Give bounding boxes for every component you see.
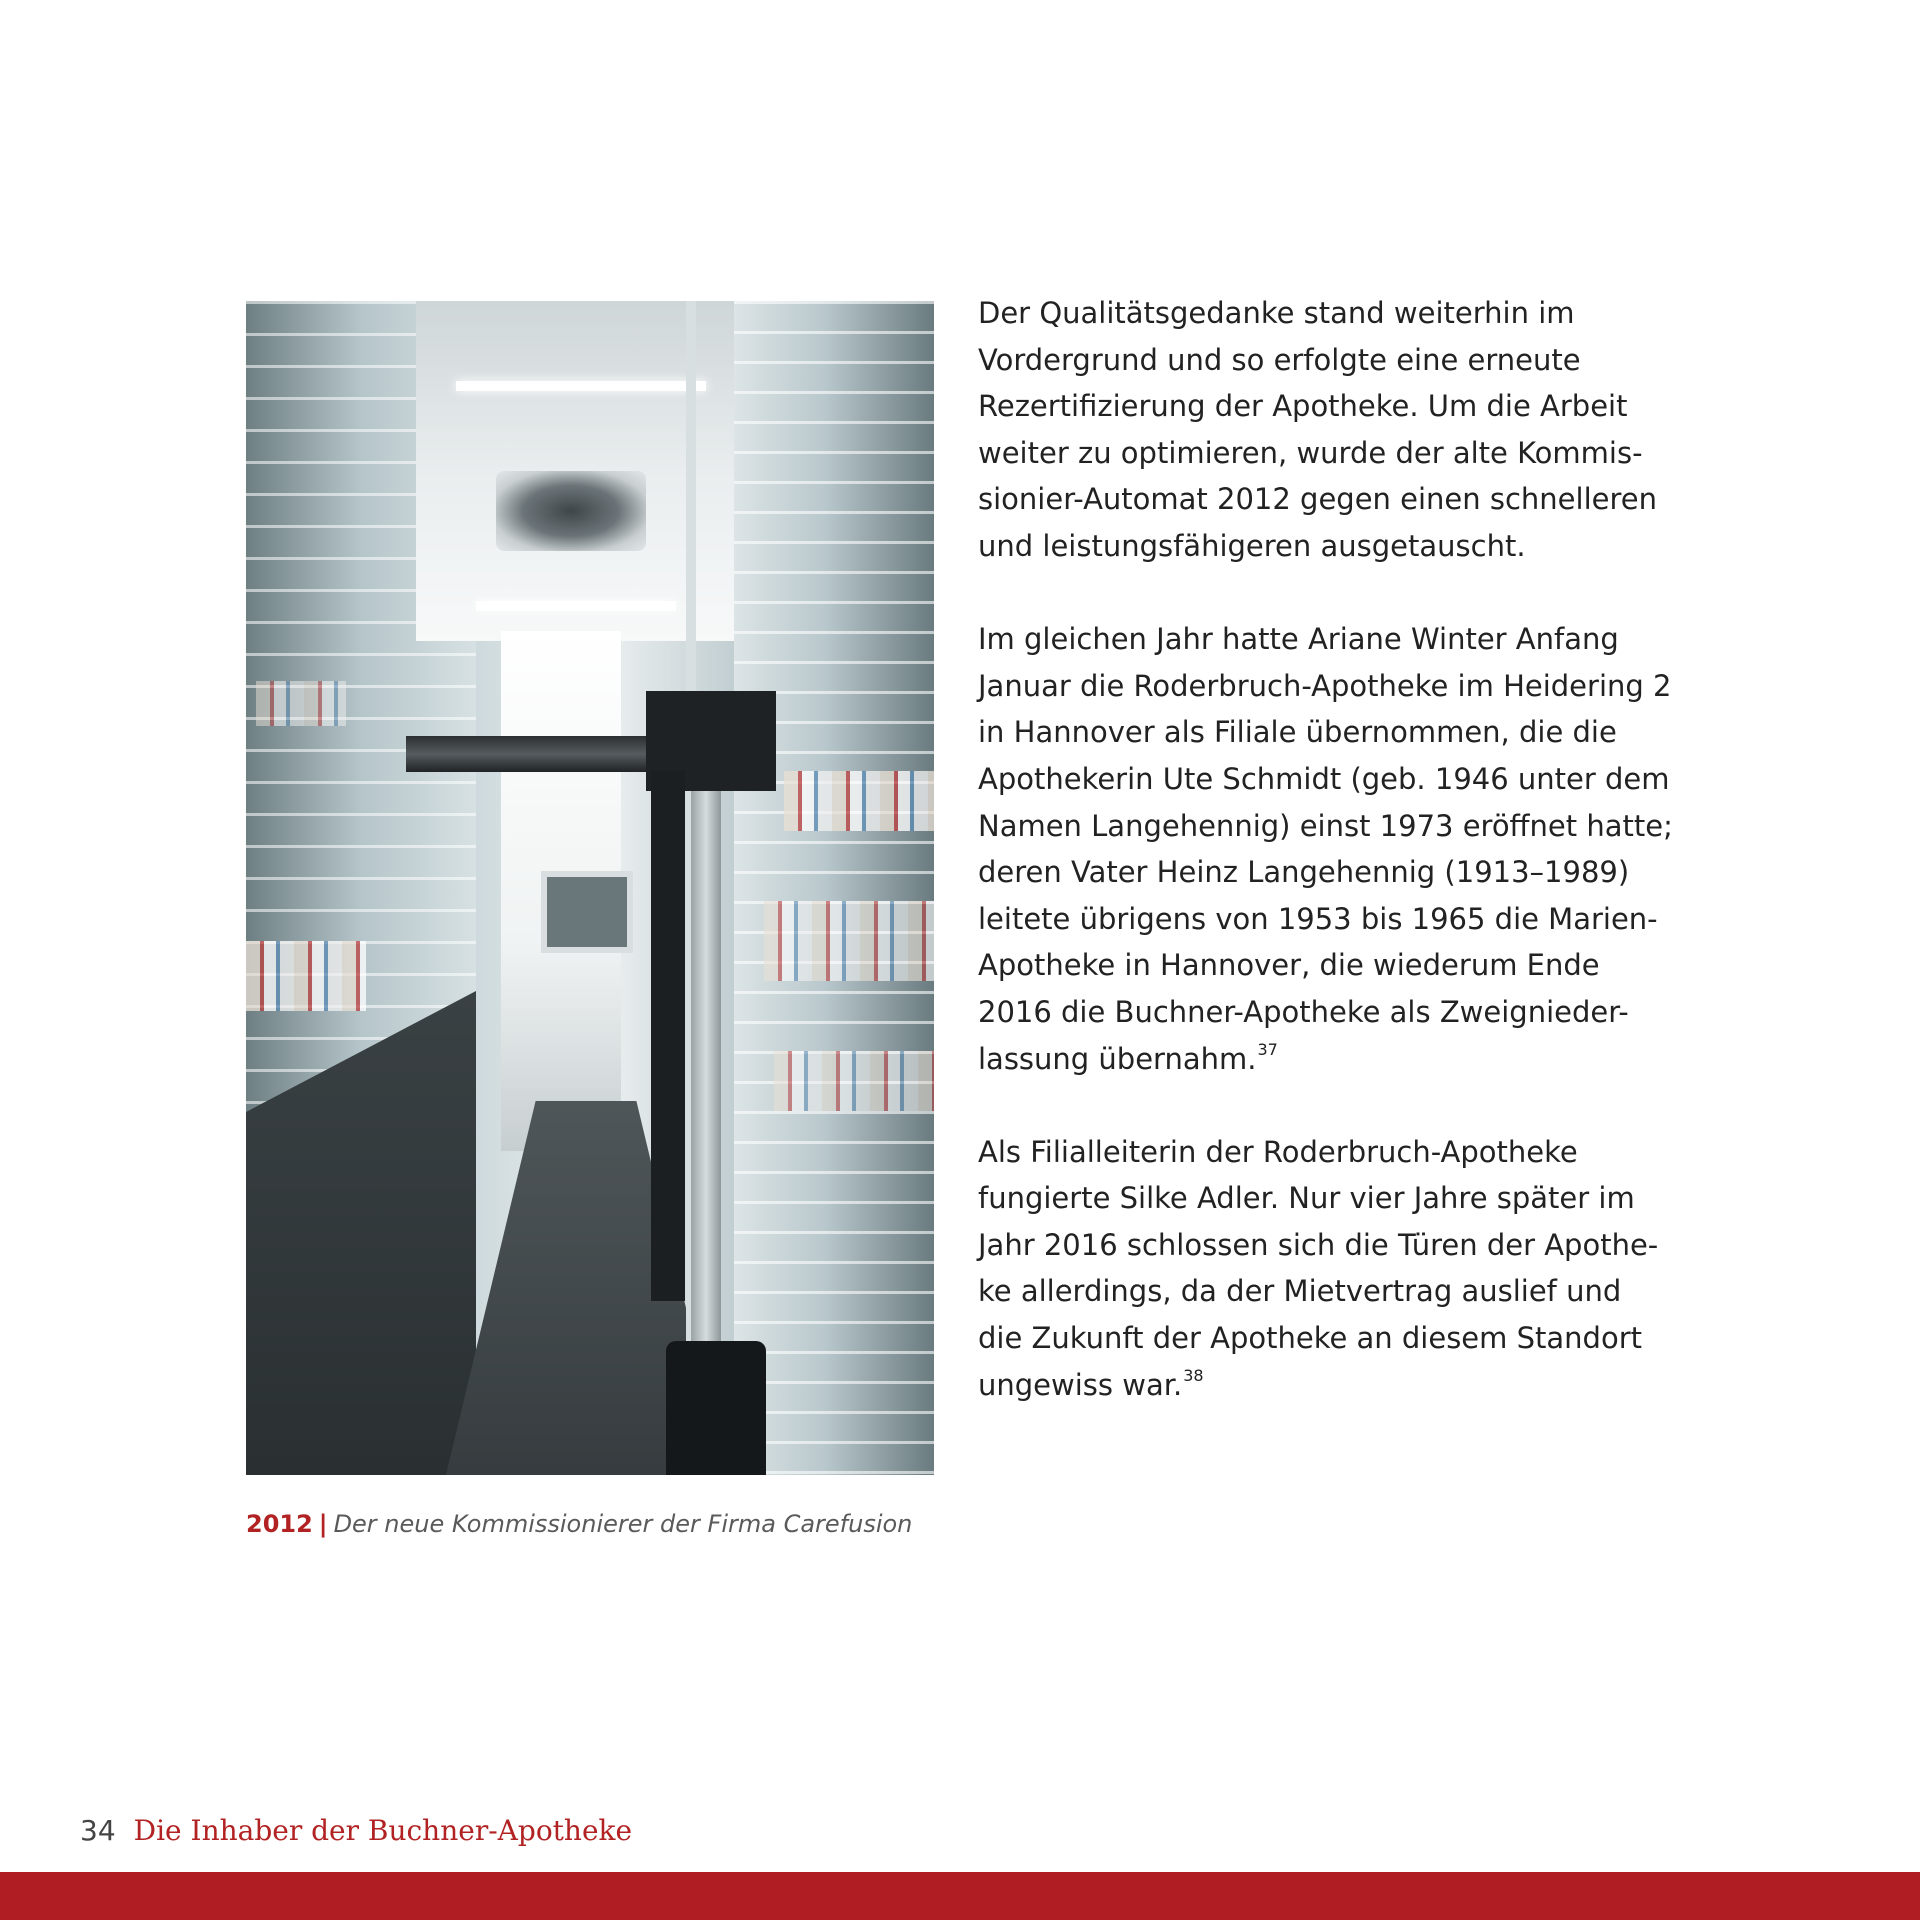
text-line: ke allerdings, da der Mietvertrag auslief und	[978, 1274, 1622, 1309]
text-line: Namen Langehennig) einst 1973 eröffnet hatte;	[978, 808, 1673, 843]
photo-ceiling-light	[476, 601, 676, 611]
text-line: 2016 die Buchner-Apotheke als Zweignieder-	[978, 994, 1629, 1029]
text-line: Apotheke in Hannover, die wiederum Ende	[978, 948, 1600, 983]
footer-color-bar	[0, 1872, 1920, 1920]
text-line: leitete übrigens von 1953 bis 1965 die Marien-	[978, 901, 1658, 936]
text-line: ungewiss war.	[978, 1367, 1183, 1402]
photo-robot-base	[666, 1341, 766, 1475]
body-text	[978, 290, 1678, 1455]
footnote-marker[interactable]: 38	[1183, 1365, 1204, 1385]
text-line: Im gleichen Jahr hatte Ariane Winter Anfang	[978, 622, 1619, 657]
photo-medicine-boxes	[784, 771, 934, 831]
text-line-with-footnote	[978, 1362, 1678, 1409]
photo-caption	[246, 1508, 912, 1540]
caption-separator: |	[318, 1510, 328, 1538]
text-line: Als Filialleiterin der Roderbruch-Apotheke	[978, 1134, 1578, 1169]
text-line: Vordergrund und so erfolgte eine erneute	[978, 342, 1581, 377]
text-line: Rezertifizierung der Apotheke. Um die Arbeit	[978, 389, 1628, 424]
photo-medicine-boxes	[774, 1051, 934, 1111]
photo-ceiling-light	[456, 381, 706, 391]
running-title: Die Inhaber der Buchner-Apotheke	[133, 1814, 633, 1847]
text-line: Januar die Roderbruch-Apotheke im Heidering 2	[978, 668, 1672, 703]
text-line: und leistungsfähigeren ausgetauscht.	[978, 528, 1526, 563]
caption-year: 2012	[246, 1510, 313, 1538]
footnote-marker[interactable]: 37	[1257, 1039, 1278, 1059]
text-line: deren Vater Heinz Langehennig (1913–1989)	[978, 855, 1630, 890]
page-number: 34	[80, 1814, 116, 1847]
text-line: weiter zu optimieren, wurde der alte Kommis-	[978, 435, 1643, 470]
photo-picking-robot	[246, 301, 934, 1475]
text-line: Jahr 2016 schlossen sich die Türen der Apothe-	[978, 1227, 1659, 1262]
text-line: die Zukunft der Apotheke an diesem Standort	[978, 1321, 1642, 1356]
caption-text: Der neue Kommissionierer der Firma Carefusion	[333, 1510, 913, 1538]
photo-medicine-boxes	[256, 681, 346, 726]
photo-shelf-right	[734, 301, 934, 1475]
page-footer	[80, 1812, 632, 1850]
text-line: in Hannover als Filiale übernommen, die die	[978, 715, 1617, 750]
text-line: sionier-Automat 2012 gegen einen schnelleren	[978, 482, 1657, 517]
paragraph-1	[978, 290, 1678, 570]
photo-back-panel	[541, 871, 633, 953]
paragraph-2	[978, 616, 1678, 1082]
photo-medicine-boxes	[764, 901, 934, 981]
photo-shelf-left-shadow	[246, 991, 476, 1475]
text-line-with-footnote	[978, 1036, 1678, 1083]
text-line: fungierte Silke Adler. Nur vier Jahre später im	[978, 1181, 1635, 1216]
text-line: Apothekerin Ute Schmidt (geb. 1946 unter dem	[978, 761, 1670, 796]
text-line: Der Qualitätsgedanke stand weiterhin im	[978, 296, 1575, 330]
photo-robot-rail	[691, 731, 721, 1431]
photo-medicine-boxes	[246, 941, 366, 1011]
photo-ceiling-vent	[496, 471, 646, 551]
text-line: lassung übernahm.	[978, 1041, 1257, 1076]
paragraph-3	[978, 1129, 1678, 1409]
photo-robot-mast	[651, 771, 685, 1301]
